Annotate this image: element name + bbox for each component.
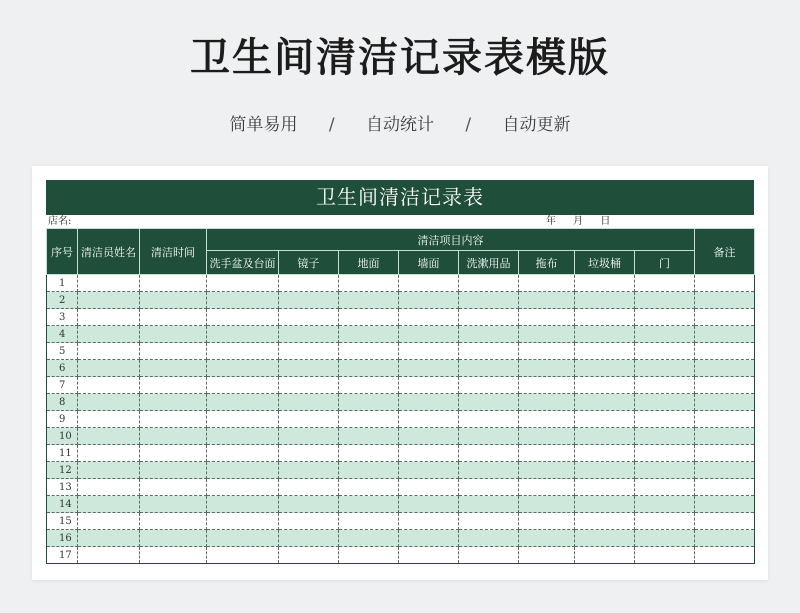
table-cell[interactable] [339,292,399,309]
table-cell[interactable] [339,275,399,292]
sheet-info-row [46,215,754,228]
table-cell[interactable] [695,428,755,445]
table-cell[interactable] [78,530,140,547]
table-cell[interactable] [635,479,695,496]
table-cell[interactable] [399,547,459,564]
table-row [47,530,755,547]
table-cell[interactable] [695,292,755,309]
table-cell[interactable] [140,275,207,292]
table-cell[interactable] [339,309,399,326]
table-cell[interactable] [207,343,279,360]
table-cell[interactable] [339,377,399,394]
table-cell[interactable] [78,326,140,343]
column-header-trash-can: 垃圾桶 [575,251,635,275]
table-row [47,496,755,513]
table-cell[interactable] [695,479,755,496]
row-number: 13 [47,479,78,496]
row-number: 2 [47,292,78,309]
table-row [47,462,755,479]
table-cell[interactable] [279,547,339,564]
feature-separator: / [465,115,472,135]
table-cell[interactable] [399,394,459,411]
table-cell[interactable] [635,377,695,394]
table-cell[interactable] [399,445,459,462]
table-cell[interactable] [519,292,575,309]
table-cell[interactable] [339,547,399,564]
table-cell[interactable] [279,275,339,292]
table-cell[interactable] [399,462,459,479]
table-cell[interactable] [207,496,279,513]
table-cell[interactable] [575,530,635,547]
table-cell[interactable] [78,445,140,462]
table-cell[interactable] [339,326,399,343]
table-cell[interactable] [279,377,339,394]
row-number: 15 [47,513,78,530]
table-cell[interactable] [519,411,575,428]
column-header-floor: 地面 [339,251,399,275]
table-cell[interactable] [399,513,459,530]
table-cell[interactable] [140,377,207,394]
table-cell[interactable] [575,326,635,343]
table-cell[interactable] [140,411,207,428]
table-cell[interactable] [575,411,635,428]
table-row [47,428,755,445]
table-cell[interactable] [575,343,635,360]
table-cell[interactable] [140,326,207,343]
table-cell[interactable] [459,394,519,411]
table-row [47,377,755,394]
table-cell[interactable] [575,275,635,292]
table-cell[interactable] [279,530,339,547]
table-cell[interactable] [78,377,140,394]
table-cell[interactable] [140,496,207,513]
table-cell[interactable] [635,513,695,530]
table-cell[interactable] [695,377,755,394]
table-cell[interactable] [140,428,207,445]
table-cell[interactable] [695,360,755,377]
table-cell[interactable] [78,309,140,326]
table-cell[interactable] [207,275,279,292]
table-cell[interactable] [207,445,279,462]
table-row [47,513,755,530]
row-number: 10 [47,428,78,445]
table-cell[interactable] [575,309,635,326]
table-cell[interactable] [279,326,339,343]
page-title: 卫生间清洁记录表模版 [190,35,610,81]
table-row [47,326,755,343]
table-cell[interactable] [695,496,755,513]
table-cell[interactable] [459,547,519,564]
table-cell[interactable] [78,275,140,292]
table-cell[interactable] [459,326,519,343]
table-cell[interactable] [140,292,207,309]
sheet-preview-card [32,166,768,580]
table-cell[interactable] [140,445,207,462]
table-cell[interactable] [279,428,339,445]
table-cell[interactable] [695,394,755,411]
table-cell[interactable] [575,462,635,479]
table-cell[interactable] [519,428,575,445]
column-header-cleaner: 清洁员姓名 [78,229,140,275]
table-cell[interactable] [339,513,399,530]
table-cell[interactable] [519,547,575,564]
table-cell[interactable] [207,530,279,547]
column-header-door: 门 [635,251,695,275]
table-row [47,547,755,564]
table-cell[interactable] [575,428,635,445]
table-row [47,309,755,326]
table-cell[interactable] [399,377,459,394]
table-cell[interactable] [695,530,755,547]
table-cell[interactable] [519,479,575,496]
table-cell[interactable] [459,275,519,292]
table-cell[interactable] [339,360,399,377]
table-cell[interactable] [519,309,575,326]
table-cell[interactable] [459,479,519,496]
table-cell[interactable] [519,445,575,462]
table-cell[interactable] [635,462,695,479]
column-header-time: 清洁时间 [140,229,207,275]
table-cell[interactable] [575,479,635,496]
table-cell[interactable] [339,479,399,496]
table-cell[interactable] [279,394,339,411]
table-cell[interactable] [575,377,635,394]
table-cell[interactable] [575,445,635,462]
table-cell[interactable] [207,309,279,326]
table-cell[interactable] [339,394,399,411]
table-cell[interactable] [635,360,695,377]
table-cell[interactable] [635,343,695,360]
table-cell[interactable] [399,275,459,292]
table-cell[interactable] [279,411,339,428]
row-number: 12 [47,462,78,479]
column-header-index: 序号 [47,229,78,275]
table-cell[interactable] [575,394,635,411]
table-cell[interactable] [519,343,575,360]
table-cell[interactable] [207,513,279,530]
column-header-mirror: 镜子 [279,251,339,275]
table-cell[interactable] [279,496,339,513]
table-cell[interactable] [635,275,695,292]
table-row [47,360,755,377]
table-cell[interactable] [140,547,207,564]
table-cell[interactable] [140,360,207,377]
table-cell[interactable] [519,394,575,411]
table-cell[interactable] [519,462,575,479]
table-cell[interactable] [78,292,140,309]
table-cell[interactable] [140,309,207,326]
table-row [47,445,755,462]
table-row [47,292,755,309]
column-header-sink: 洗手盆及台面 [207,251,279,275]
table-cell[interactable] [399,326,459,343]
table-cell[interactable] [399,428,459,445]
table-cell[interactable] [279,462,339,479]
table-cell[interactable] [207,326,279,343]
table-cell[interactable] [279,360,339,377]
row-number: 16 [47,530,78,547]
table-cell[interactable] [78,479,140,496]
table-cell[interactable] [339,530,399,547]
table-cell[interactable] [78,513,140,530]
table-cell[interactable] [399,411,459,428]
table-cell[interactable] [695,309,755,326]
table-cell[interactable] [339,496,399,513]
table-cell[interactable] [78,411,140,428]
row-number: 3 [47,309,78,326]
table-cell[interactable] [575,496,635,513]
table-cell[interactable] [207,462,279,479]
table-cell[interactable] [207,411,279,428]
feature-auto-update: 自动更新 [502,115,571,135]
table-cell[interactable] [519,530,575,547]
table-cell[interactable] [459,530,519,547]
table-cell[interactable] [339,462,399,479]
table-cell[interactable] [78,547,140,564]
table-cell[interactable] [635,496,695,513]
table-cell[interactable] [635,309,695,326]
table-cell[interactable] [459,513,519,530]
table-cell[interactable] [695,343,755,360]
row-number: 14 [47,496,78,513]
table-cell[interactable] [339,343,399,360]
table-cell[interactable] [459,292,519,309]
table-cell[interactable] [207,292,279,309]
feature-auto-stats: 自动统计 [366,115,434,135]
table-cell[interactable] [339,428,399,445]
feature-easy: 简单易用 [229,115,298,135]
table-cell[interactable] [635,445,695,462]
table-cell[interactable] [695,326,755,343]
table-cell[interactable] [279,292,339,309]
table-row [47,275,755,292]
table-cell[interactable] [207,377,279,394]
row-number: 9 [47,411,78,428]
table-cell[interactable] [399,530,459,547]
table-cell[interactable] [399,496,459,513]
table-cell[interactable] [695,275,755,292]
table-cell[interactable] [207,479,279,496]
table-cell[interactable] [519,326,575,343]
table-cell[interactable] [207,360,279,377]
table-cell[interactable] [279,343,339,360]
column-header-mop: 拖布 [519,251,575,275]
table-cell[interactable] [78,496,140,513]
column-header-remarks: 备注 [695,229,755,275]
table-row [47,343,755,360]
table-cell[interactable] [207,428,279,445]
row-number: 17 [47,547,78,564]
spreadsheet [46,180,754,564]
table-cell[interactable] [279,309,339,326]
feature-separator: / [328,115,335,135]
column-header-toiletries: 洗漱用品 [459,251,519,275]
table-cell[interactable] [140,343,207,360]
table-cell[interactable] [519,360,575,377]
table-cell[interactable] [459,411,519,428]
table-cell[interactable] [78,462,140,479]
table-cell[interactable] [78,428,140,445]
row-number: 5 [47,343,78,360]
table-cell[interactable] [635,411,695,428]
row-number: 4 [47,326,78,343]
table-cell[interactable] [519,496,575,513]
table-cell[interactable] [78,394,140,411]
table-cell[interactable] [279,445,339,462]
table-cell[interactable] [140,479,207,496]
column-header-wall: 墙面 [399,251,459,275]
table-row [47,479,755,496]
table-cell[interactable] [339,445,399,462]
table-row [47,411,755,428]
table-cell[interactable] [695,513,755,530]
table-cell[interactable] [519,275,575,292]
table-cell[interactable] [519,513,575,530]
feature-list [0,112,800,138]
table-cell[interactable] [459,496,519,513]
table-cell[interactable] [635,428,695,445]
table-body [47,275,755,564]
table-cell[interactable] [635,530,695,547]
table-cell[interactable] [399,479,459,496]
row-number: 6 [47,360,78,377]
table-cell[interactable] [140,530,207,547]
table-cell[interactable] [635,394,695,411]
table-cell[interactable] [575,292,635,309]
date-label: 年 月 日 [546,216,611,227]
table-cell[interactable] [695,445,755,462]
table-cell[interactable] [575,513,635,530]
table-cell[interactable] [459,445,519,462]
row-number: 7 [47,377,78,394]
table-cell[interactable] [459,360,519,377]
table-cell[interactable] [459,428,519,445]
table-cell[interactable] [459,343,519,360]
sheet-title: 卫生间清洁记录表 [46,180,754,215]
table-cell[interactable] [399,292,459,309]
table-row [47,394,755,411]
table-cell[interactable] [279,513,339,530]
table-cell[interactable] [399,360,459,377]
table-cell[interactable] [695,411,755,428]
table-cell[interactable] [339,411,399,428]
table-cell[interactable] [459,377,519,394]
table-cell[interactable] [207,394,279,411]
table-cell[interactable] [279,479,339,496]
table-cell[interactable] [140,462,207,479]
table-cell[interactable] [140,394,207,411]
cleaning-record-table [46,228,755,564]
table-cell[interactable] [399,343,459,360]
table-cell[interactable] [695,462,755,479]
table-cell[interactable] [635,326,695,343]
row-number: 11 [47,445,78,462]
column-group-cleaning-items: 清洁项目内容 [207,229,695,251]
table-cell[interactable] [207,547,279,564]
table-cell[interactable] [575,547,635,564]
table-cell[interactable] [78,343,140,360]
table-cell[interactable] [140,513,207,530]
table-cell[interactable] [459,462,519,479]
table-cell[interactable] [78,360,140,377]
table-cell[interactable] [519,377,575,394]
row-number: 1 [47,275,78,292]
table-cell[interactable] [459,309,519,326]
shop-name-label: 店名: [48,216,72,227]
table-cell[interactable] [695,547,755,564]
table-cell[interactable] [399,309,459,326]
table-cell[interactable] [635,547,695,564]
table-cell[interactable] [635,292,695,309]
table-cell[interactable] [575,360,635,377]
row-number: 8 [47,394,78,411]
